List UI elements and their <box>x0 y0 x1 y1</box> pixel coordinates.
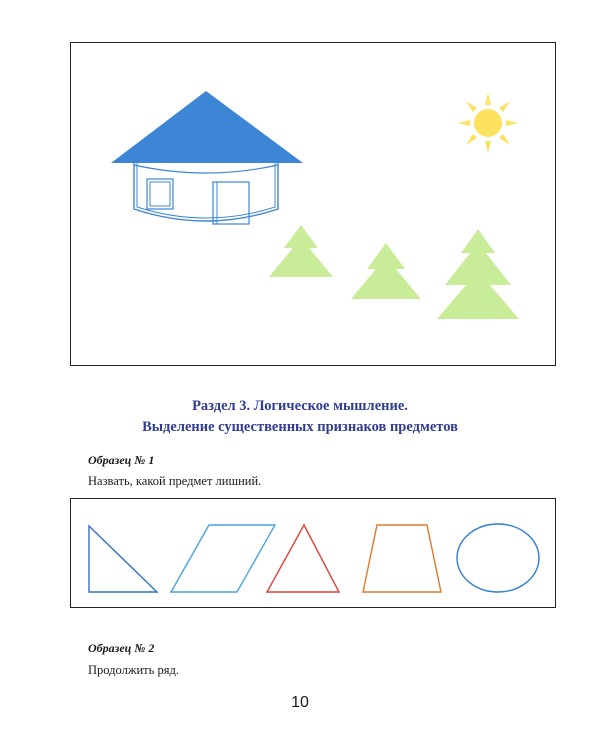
trapezoid-icon <box>363 525 441 592</box>
sample1-instruction: Назвать, какой предмет лишний. <box>88 474 262 488</box>
sun-icon <box>458 93 518 153</box>
house-icon <box>111 91 303 224</box>
house-eave <box>134 165 278 173</box>
triangle-icon <box>267 525 339 592</box>
illustration-frame <box>70 42 556 366</box>
shapes-frame <box>70 498 556 608</box>
ellipse-icon <box>457 524 539 592</box>
house-body-inner <box>137 163 275 218</box>
shapes-row <box>71 499 557 609</box>
parallelogram-icon <box>171 525 275 592</box>
section-title-line1: Раздел 3. Логическое мышление. <box>192 398 408 414</box>
tree-icon <box>437 229 519 319</box>
illustration-scene <box>71 43 557 367</box>
right-triangle-icon <box>89 526 157 592</box>
house-window-inner <box>150 182 170 206</box>
sample2-label: Образец № 2 <box>88 641 155 655</box>
sample2-instruction: Продолжить ряд. <box>88 663 179 677</box>
house-roof <box>111 91 303 163</box>
house-window <box>147 179 173 209</box>
sample1-label: Образец № 1 <box>88 453 155 467</box>
page-number: 10 <box>291 694 309 711</box>
tree-icon <box>269 225 333 277</box>
tree-icon <box>351 243 421 299</box>
section-heading <box>0 396 600 438</box>
section-title-line2: Выделение существенных признаков предметов <box>142 419 458 435</box>
